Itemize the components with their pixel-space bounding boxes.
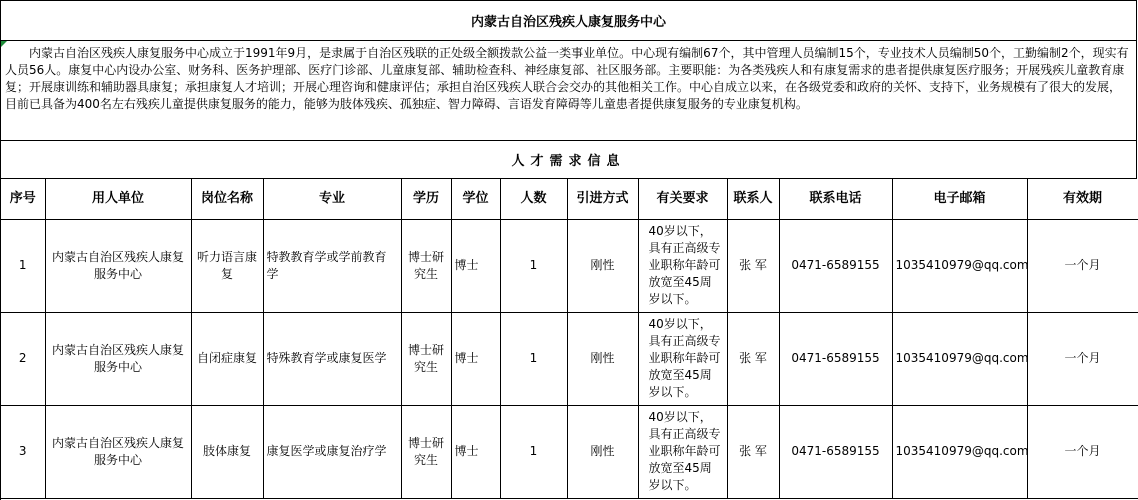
cell-major[interactable]: 康复医学或康复治疗学 [263,405,401,498]
table-row [1,405,1138,498]
intro-cell[interactable] [1,41,1137,141]
cell-email[interactable]: 1035410979@qq.com [892,219,1027,312]
cell-email[interactable]: 1035410979@qq.com [892,312,1027,405]
cell-contact[interactable]: 张 军 [727,219,779,312]
cell-req[interactable]: 40岁以下，具有正高级专业职称年龄可放宽至45周岁以下。 [638,405,727,498]
cell-degree[interactable]: 博士 [451,405,500,498]
cell-method[interactable]: 刚性 [567,219,638,312]
cell-comment-marker-icon [1,41,7,47]
talent-demand-table [1,179,1138,499]
header-degree[interactable]: 学位 [451,179,500,219]
sheet-title: 内蒙古自治区残疾人康复服务中心 [1,1,1137,41]
table-row [1,219,1138,312]
header-seq[interactable]: 序号 [1,179,45,219]
header-edu[interactable]: 学历 [401,179,451,219]
cell-degree[interactable]: 博士 [451,219,500,312]
cell-count[interactable]: 1 [500,405,567,498]
header-contact[interactable]: 联系人 [727,179,779,219]
cell-unit[interactable]: 内蒙古自治区残疾人康复服务中心 [45,405,191,498]
header-post[interactable]: 岗位名称 [191,179,263,219]
cell-edu[interactable]: 博士研究生 [401,219,451,312]
cell-req[interactable]: 40岁以下，具有正高级专业职称年龄可放宽至45周岁以下。 [638,312,727,405]
cell-phone[interactable]: 0471-6589155 [779,405,892,498]
header-email[interactable]: 电子邮箱 [892,179,1027,219]
cell-seq[interactable]: 1 [1,219,45,312]
cell-unit[interactable]: 内蒙古自治区残疾人康复服务中心 [45,219,191,312]
header-unit[interactable]: 用人单位 [45,179,191,219]
cell-unit[interactable]: 内蒙古自治区残疾人康复服务中心 [45,312,191,405]
cell-phone[interactable]: 0471-6589155 [779,219,892,312]
cell-major[interactable]: 特教教育学或学前教育学 [263,219,401,312]
table-header-row [1,179,1138,219]
cell-valid[interactable]: 一个月 [1027,219,1138,312]
header-count[interactable]: 人数 [500,179,567,219]
cell-count[interactable]: 1 [500,219,567,312]
header-req[interactable]: 有关要求 [638,179,727,219]
section-title: 人才需求信息 [1,141,1137,179]
table-row [1,312,1138,405]
header-phone[interactable]: 联系电话 [779,179,892,219]
cell-post[interactable]: 自闭症康复 [191,312,263,405]
intro-text: 内蒙古自治区残疾人康复服务中心成立于1991年9月，是隶属于自治区残联的正处级全额拨款公益一类事业单位。中心现有编制67个，其中管理人员编制15个，专业技术人员编制50个，工勤编制2个，现实有人员56人。康复中心内设办公室、财务科、医务护理部、医疗门诊部、儿童康复部、辅助检查科、神经康复部、社区服务部。主要职能：为各类残疾人和有康复需求的患者提供康复医疗服务；开展残疾儿童教育康复；开展康训练和辅助器具康复；承担康复人才培训；开展心理咨询和健康评估；承担自治区残疾人联合会交办的其他相关工作。中心自成立以来，在各级党委和政府的关怀、支持下，业务规模有了很大的发展，目前已具备为400名左右残疾儿童提供康复服务的能力，能够为肢体残疾、孤独症、智力障碍、言语发育障碍等儿童患者提供康复服务的专业康复机构。 [5,46,1129,111]
cell-phone[interactable]: 0471-6589155 [779,312,892,405]
header-major[interactable]: 专业 [263,179,401,219]
cell-contact[interactable]: 张 军 [727,312,779,405]
cell-seq[interactable]: 2 [1,312,45,405]
cell-degree[interactable]: 博士 [451,312,500,405]
cell-count[interactable]: 1 [500,312,567,405]
cell-post[interactable]: 肢体康复 [191,405,263,498]
cell-method[interactable]: 刚性 [567,405,638,498]
header-valid[interactable]: 有效期 [1027,179,1138,219]
header-method[interactable]: 引进方式 [567,179,638,219]
cell-major[interactable]: 特殊教育学或康复医学 [263,312,401,405]
cell-email[interactable]: 1035410979@qq.com [892,405,1027,498]
cell-valid[interactable]: 一个月 [1027,312,1138,405]
cell-method[interactable]: 刚性 [567,312,638,405]
cell-seq[interactable]: 3 [1,405,45,498]
cell-contact[interactable]: 张 军 [727,405,779,498]
cell-valid[interactable]: 一个月 [1027,405,1138,498]
cell-post[interactable]: 听力语言康复 [191,219,263,312]
cell-req[interactable]: 40岁以下，具有正高级专业职称年龄可放宽至45周岁以下。 [638,219,727,312]
cell-edu[interactable]: 博士研究生 [401,312,451,405]
cell-edu[interactable]: 博士研究生 [401,405,451,498]
